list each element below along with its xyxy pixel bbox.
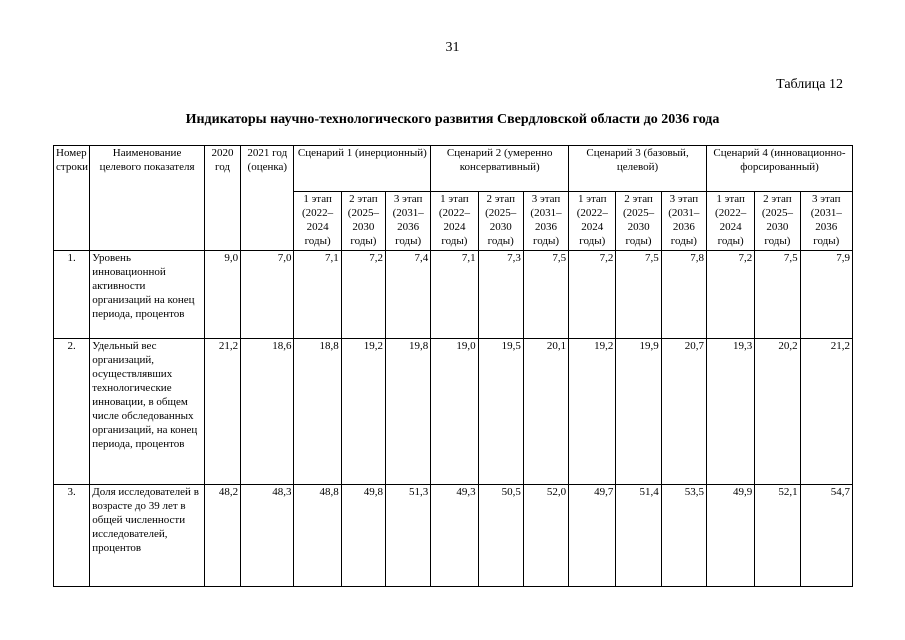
value-cell: 7,5 — [616, 251, 661, 339]
value-cell: 20,1 — [523, 339, 568, 485]
value-cell: 54,7 — [800, 485, 852, 587]
header-scenario-1: Сценарий 1 (инерционный) — [294, 146, 431, 192]
indicators-table — [53, 145, 853, 587]
value-cell: 7,8 — [661, 251, 706, 339]
table-label: Таблица 12 — [776, 77, 843, 92]
value-2021: 18,6 — [241, 339, 294, 485]
table-title: Индикаторы научно-технологического развития Свердловской области до 2036 года — [185, 112, 720, 127]
value-cell: 21,2 — [800, 339, 852, 485]
value-cell: 51,4 — [616, 485, 661, 587]
header-row-number: Номер строки — [54, 146, 90, 251]
header-stage: 1 этап (2022–2024 годы) — [294, 192, 341, 251]
value-2020: 48,2 — [204, 485, 240, 587]
value-2020: 21,2 — [204, 339, 240, 485]
header-stage: 3 этап (2031–2036 годы) — [661, 192, 706, 251]
value-cell: 7,5 — [523, 251, 568, 339]
value-cell: 20,7 — [661, 339, 706, 485]
value-cell: 7,2 — [569, 251, 616, 339]
header-indicator-name: Наименование целевого показателя — [90, 146, 205, 251]
value-cell: 50,5 — [478, 485, 523, 587]
value-cell: 49,3 — [431, 485, 478, 587]
header-scenario-4: Сценарий 4 (инновационно-форсированный) — [706, 146, 852, 192]
header-2020: 2020 год — [204, 146, 240, 251]
value-cell: 7,4 — [386, 251, 431, 339]
table-row — [54, 339, 853, 485]
value-cell: 52,0 — [523, 485, 568, 587]
value-cell: 51,3 — [386, 485, 431, 587]
value-cell: 49,7 — [569, 485, 616, 587]
value-cell: 19,2 — [569, 339, 616, 485]
header-stage: 1 этап (2022–2024 годы) — [706, 192, 754, 251]
header-stage: 3 этап (2031–2036 годы) — [800, 192, 852, 251]
value-cell: 7,1 — [431, 251, 478, 339]
header-stage: 2 этап (2025–2030 годы) — [341, 192, 385, 251]
value-cell: 7,5 — [755, 251, 800, 339]
header-scenario-2: Сценарий 2 (умеренно консервативный) — [431, 146, 569, 192]
value-cell: 20,2 — [755, 339, 800, 485]
header-stage: 2 этап (2025–2030 годы) — [616, 192, 661, 251]
value-cell: 18,8 — [294, 339, 341, 485]
value-cell: 52,1 — [755, 485, 800, 587]
table-row — [54, 251, 853, 339]
value-cell: 7,3 — [478, 251, 523, 339]
value-cell: 49,8 — [341, 485, 385, 587]
value-cell: 7,9 — [800, 251, 852, 339]
header-scenario-3: Сценарий 3 (базовый, целевой) — [569, 146, 707, 192]
header-stage: 1 этап (2022–2024 годы) — [569, 192, 616, 251]
value-2020: 9,0 — [204, 251, 240, 339]
header-2021: 2021 год (оценка) — [241, 146, 294, 251]
row-number: 1. — [54, 251, 90, 339]
value-cell: 53,5 — [661, 485, 706, 587]
row-number: 3. — [54, 485, 90, 587]
header-stage: 2 этап (2025–2030 годы) — [478, 192, 523, 251]
value-cell: 7,1 — [294, 251, 341, 339]
value-cell: 19,5 — [478, 339, 523, 485]
value-2021: 7,0 — [241, 251, 294, 339]
indicator-name: Доля исследователей в возрасте до 39 лет в общей численности исследователей, процентов — [90, 485, 205, 587]
header-stage: 2 этап (2025–2030 годы) — [755, 192, 800, 251]
row-number: 2. — [54, 339, 90, 485]
value-2021: 48,3 — [241, 485, 294, 587]
value-cell: 7,2 — [706, 251, 754, 339]
value-cell: 19,3 — [706, 339, 754, 485]
indicator-name: Удельный вес организаций, осуществлявших технологические инновации, в общем числе обследованных организаций, на конец периода, процентов — [90, 339, 205, 485]
table-row — [54, 485, 853, 587]
value-cell: 19,2 — [341, 339, 385, 485]
header-stage: 3 этап (2031–2036 годы) — [523, 192, 568, 251]
value-cell: 19,8 — [386, 339, 431, 485]
value-cell: 19,0 — [431, 339, 478, 485]
value-cell: 7,2 — [341, 251, 385, 339]
value-cell: 48,8 — [294, 485, 341, 587]
header-stage: 1 этап (2022–2024 годы) — [431, 192, 478, 251]
value-cell: 49,9 — [706, 485, 754, 587]
indicator-name: Уровень инновационной активности организаций на конец периода, процентов — [90, 251, 205, 339]
header-stage: 3 этап (2031–2036 годы) — [386, 192, 431, 251]
value-cell: 19,9 — [616, 339, 661, 485]
page-number: 31 — [445, 40, 460, 55]
